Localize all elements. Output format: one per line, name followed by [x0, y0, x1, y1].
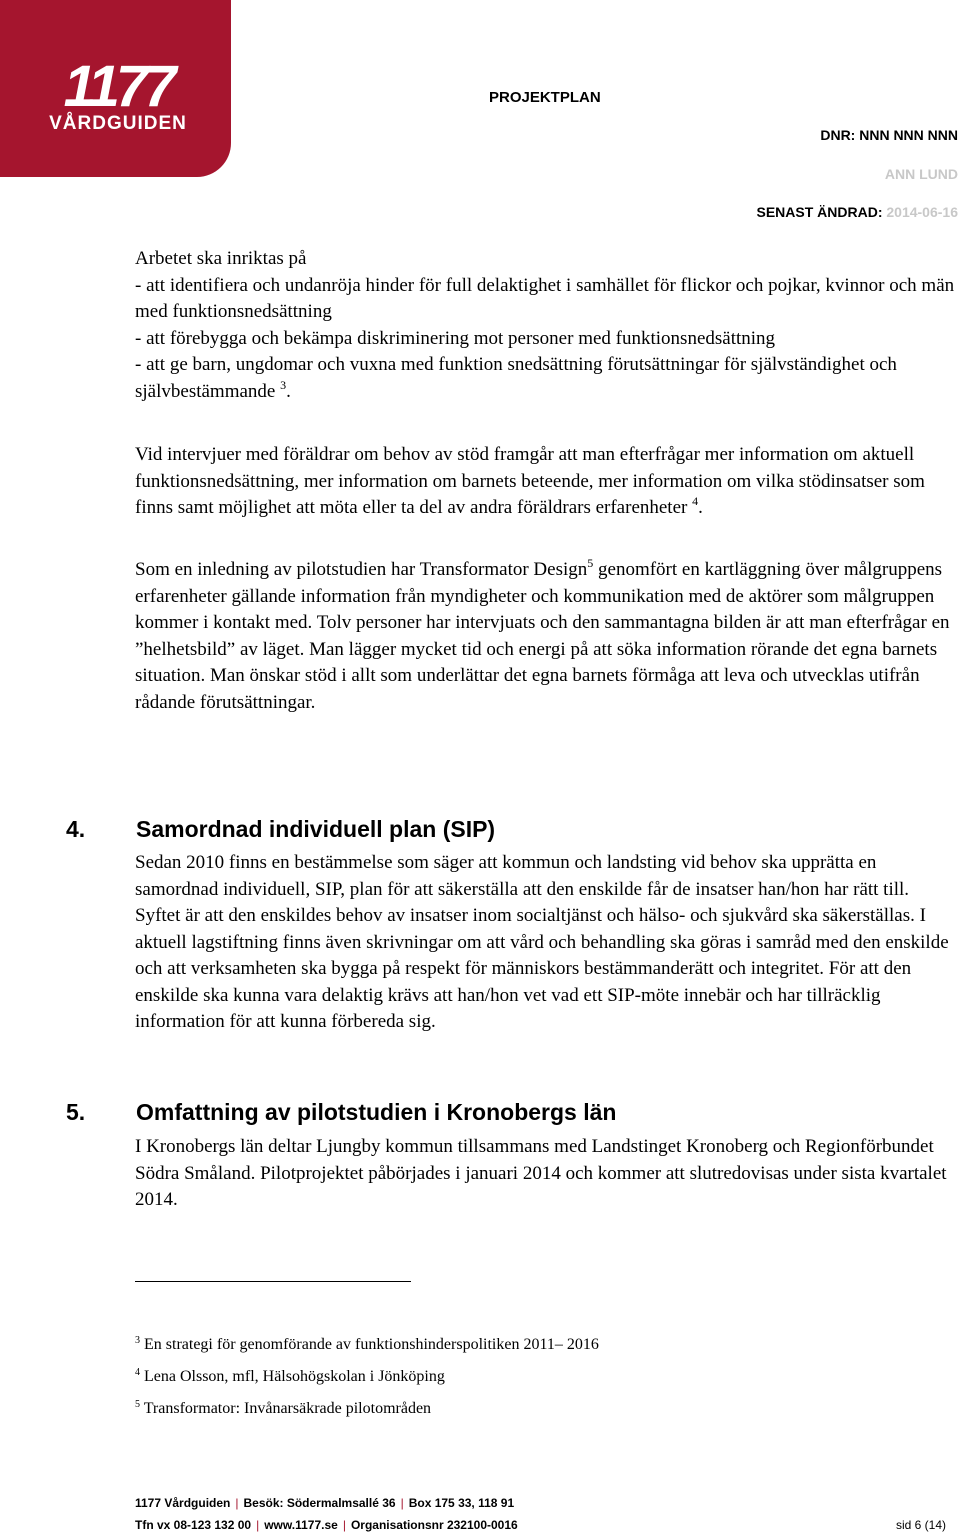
footer-box: Box 175 33, 118 91 [408, 1496, 515, 1510]
footer-orgnr: Organisationsnr 232100-0016 [350, 1518, 518, 1532]
footnote [135, 1401, 431, 1417]
footer-contact: Tfn vx 08-123 132 00 | www.1177.se | Organisationsnr 232100-0016 [135, 1518, 518, 1532]
page-number: sid 6 (14) [895, 1518, 946, 1532]
document-type: PROJEKTPLAN [489, 89, 601, 106]
section-text: I Kronobergs län deltar Ljungby kommun tillsammans med Landstinget Kronoberg och Regionförbundet Södra Småland. Pilotprojektet påbörjades i januari 2014 och kommer att slutredovisas under sista kvartalet 2014. [135, 1136, 947, 1210]
footnote [135, 1369, 445, 1385]
dnr-label: DNR: NNN NNN NNN [820, 127, 958, 143]
footnote-ref: 4 [692, 494, 699, 508]
section-number: 4. [66, 816, 86, 842]
intro-line: Arbetet ska inriktas på [135, 248, 307, 269]
footer-phone: Tfn vx 08-123 132 00 [135, 1518, 252, 1532]
intro-list [135, 246, 957, 405]
intro-line: - att identifiera och undanröja hinder för full delaktighet i samhället för flickor och pojkar, kvinnor och män med funktionsnedsättning [135, 274, 955, 322]
footnote-text: Lena Olsson, mfl, Hälsohögskolan i Jönköping [144, 1368, 445, 1385]
logo-name: VÅRDGUIDEN [49, 113, 187, 134]
footnote [135, 1337, 599, 1353]
interview-text: Vid intervjuer med föräldrar om behov av stöd framgår att man efterfrågar mer information om aktuell funktionsnedsättning, mer information om barnets beteende, mer information om vilka stödinsatser som finns samt möjlighet att möta eller ta del av andra föräldrars erfarenheter [135, 444, 925, 518]
section-title: Omfattning av pilotstudien i Kronobergs län [136, 1099, 617, 1125]
footnote-ref: 3 [280, 377, 287, 392]
footnote-number: 4 [135, 1367, 140, 1378]
footnote-number: 3 [135, 1335, 140, 1346]
footnote-text: Transformator: Invånarsäkrade pilotområden [143, 1400, 432, 1417]
last-changed [756, 205, 958, 219]
intro-line: - att ge barn, ungdomar och vuxna med funktion snedsättning förutsättningar för självständighet och självbestämmande $^3$. [135, 354, 897, 402]
pilot-text-a: Som en inledning av pilotstudien har Transformator Design [135, 559, 588, 580]
footnote-text: En strategi för genomförande av funktionshinderspolitiken 2011– 2016 [144, 1336, 599, 1353]
section-number: 5. [66, 1099, 86, 1125]
footnote-ref: 5 [587, 556, 594, 570]
last-changed-date: 2014-06-16 [886, 204, 958, 220]
pilot-text-b: genomfört en kartläggning över målgruppens erfarenheter gällande information från myndigheter och kommunikation med de aktörer som målgruppen kommer i kontakt med. Tolv personer har intervjuats och den sammantagna bilden är att man efterfrågar en ”helhetsbild” av läget. Man lägger mycket tid och energi på att söka information rörande det egna barnets situation. Man önskar stöd i allt som underlättar det egna barnets förmåga att leva och utvecklas utifrån rådande förutsättningar. [135, 559, 950, 713]
footer-web-link[interactable]: www.1177.se [264, 1518, 338, 1532]
vardguiden-logo [0, 0, 231, 177]
author-name: ANN LUND [884, 166, 958, 182]
footnote-divider [135, 1281, 411, 1282]
intro-line: - att förebygga och bekämpa diskriminering mot personer med funktionsnedsättning [135, 327, 776, 349]
logo-number: 1177 [63, 54, 173, 119]
section-title: Samordnad individuell plan (SIP) [136, 816, 496, 842]
footnote-number: 5 [135, 1399, 140, 1410]
footer-visit: Besök: Södermalmsallé 36 [243, 1496, 396, 1510]
last-changed-label: SENAST ÄNDRAD: [756, 204, 883, 220]
section-text: Sedan 2010 finns en bestämmelse som säger att kommun och landsting vid behov ska upprätta en samordnad individuell, SIP, plan för att säkerställa att den enskilde får de insatser han/hon har rätt till. Syftet är att den enskildes behov av insatser inom socialtjänst och hälso- och sjukvård ska säkerställas. I aktuell lagstiftning finns även skrivningar om att vård och behandling ska göras i samråd med den enskilde och att verksamheten ska bygga på respekt för människors bestämmanderätt och integritet. För att den enskilde ska kunna vara delaktig krävs att han/hon vet vad ett SIP-möte innebär och har tillräcklig information för att kunna förbereda sig. [135, 852, 949, 1032]
intro-line-text: - att ge barn, ungdomar och vuxna med funktion snedsättning förutsättningar för självständighet och självbestämmande [135, 354, 897, 402]
interview-paragraph: Vid intervjuer med föräldrar om behov av stöd framgår att man efterfrågar mer information om aktuell funktionsnedsättning, mer information om barnets beteende, mer information om vilka stödinsatser som finns samt möjlighet att möta eller ta del av andra föräldrars erfarenheter $^4$. [135, 444, 925, 518]
pilot-paragraph [135, 557, 957, 716]
footer-org: 1177 Vårdguiden [135, 1496, 231, 1510]
footer-address: 1177 Vårdguiden | Besök: Södermalmsallé 36 | Box 175 33, 118 91 [135, 1496, 515, 1510]
